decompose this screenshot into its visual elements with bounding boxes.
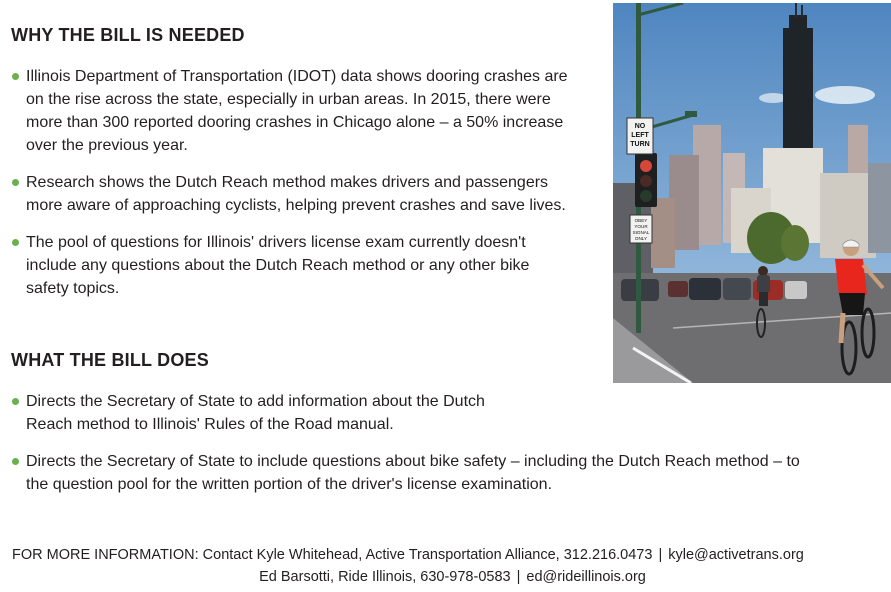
- bullet-text: The pool of questions for Illinois' drivers license exam currently doesn't include any questions about the Dutch Reach method or any other bike safety topics.: [26, 234, 530, 297]
- what-bullet-list: [11, 390, 811, 510]
- no-left-turn-sign: [627, 118, 653, 154]
- what-bill-does-heading: WHAT THE BILL DOES: [11, 350, 209, 370]
- list-item: [11, 65, 571, 157]
- contact-kyle: Contact Kyle Whitehead, Active Transportation Alliance, 312.216.0473: [202, 547, 653, 563]
- separator: |: [516, 569, 521, 585]
- bullet-text: Directs the Secretary of State to include questions about bike safety – including the Dutch Reach method – to the question pool for the written portion of the driver's license examination.: [26, 453, 800, 493]
- list-item: [11, 171, 571, 217]
- why-bullet-list: [11, 65, 571, 314]
- footer-line-2: [0, 566, 891, 588]
- bullet-icon: [12, 458, 19, 465]
- separator: |: [658, 547, 663, 563]
- why-bill-needed-heading: WHY THE BILL IS NEEDED: [11, 25, 245, 45]
- footer-line-1: [0, 544, 891, 566]
- email-ed-link[interactable]: ed@rideillinois.org: [526, 569, 646, 585]
- sign-line: TURN: [630, 141, 650, 148]
- sign-line: SIGNAL: [632, 230, 650, 235]
- footer-label: FOR MORE INFORMATION:: [12, 547, 199, 563]
- sign-line: ONLY: [634, 236, 648, 241]
- list-item: [11, 450, 811, 496]
- cars: [621, 278, 807, 301]
- sign-line: YOUR: [634, 224, 648, 229]
- bullet-icon: [12, 73, 19, 80]
- sign-line: LEFT: [631, 132, 649, 139]
- list-item: [11, 390, 511, 436]
- bullet-icon: [12, 398, 19, 405]
- obey-signal-sign: [630, 215, 652, 243]
- bullet-text: Directs the Secretary of State to add information about the Dutch Reach method to Illinois' Rules of the Road manual.: [26, 393, 485, 433]
- sign-line: OBEY: [634, 218, 648, 223]
- bullet-text: Research shows the Dutch Reach method makes drivers and passengers more aware of approaching cyclists, helping prevent crashes and save lives.: [26, 174, 566, 214]
- chicago-street-cyclist-photo: [613, 3, 891, 383]
- bullet-text: Illinois Department of Transportation (IDOT) data shows dooring crashes are on the rise across the state, especially in urban areas. In 2015, there were more than 300 reported dooring crashes in Chicago alone – a 50% increase over the previous year.: [26, 68, 568, 154]
- contact-footer: [0, 544, 891, 588]
- sign-line: NO: [634, 123, 646, 130]
- email-kyle-link[interactable]: kyle@activetrans.org: [668, 547, 804, 563]
- bullet-icon: [12, 239, 19, 246]
- contact-ed: Ed Barsotti, Ride Illinois, 630-978-0583: [259, 569, 511, 585]
- bullet-icon: [12, 179, 19, 186]
- list-item: [11, 231, 571, 300]
